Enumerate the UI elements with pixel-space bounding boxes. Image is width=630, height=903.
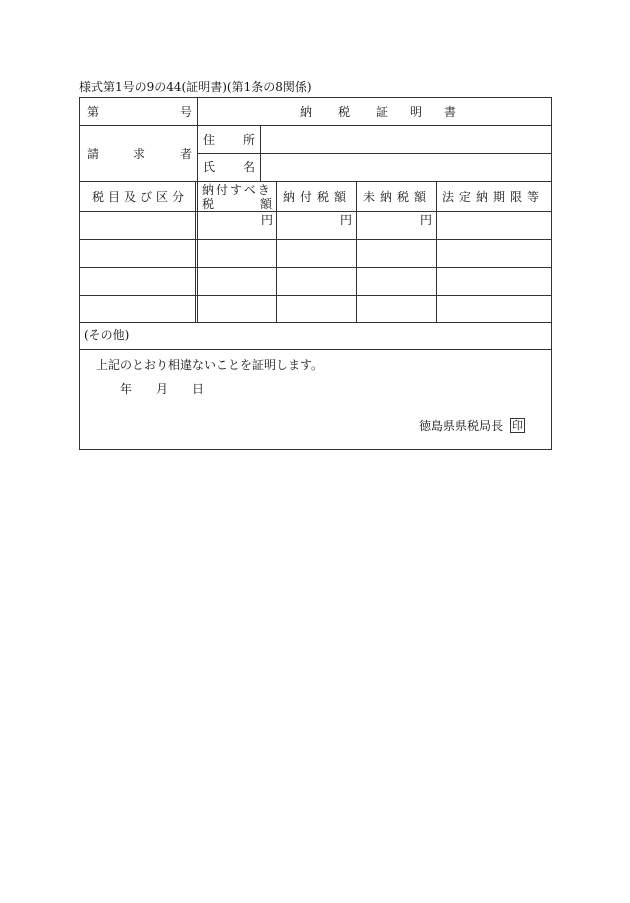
col-header-unpaid-amount: 未納税額: [363, 190, 432, 204]
rule-row3-bottom: [80, 295, 551, 296]
signer-title: 徳島県県税局長: [419, 419, 504, 433]
yen-paid: 円: [340, 213, 353, 227]
title-char-2: 税: [338, 105, 351, 119]
yen-payable: 円: [261, 213, 274, 227]
number-suffix: 号: [180, 105, 193, 119]
date-month: 月: [156, 382, 169, 396]
other-label: (その他): [84, 328, 130, 342]
rule-requester-bottom: [80, 181, 551, 182]
title-char-1: 納: [300, 105, 313, 119]
rule-col3-right: [356, 182, 357, 323]
number-prefix: 第: [87, 105, 100, 119]
date-year: 年: [120, 382, 133, 396]
rule-other-bottom: [80, 349, 551, 350]
rule-row2-bottom: [80, 267, 551, 268]
address-label-char-1: 住: [203, 133, 216, 147]
name-label-char-1: 氏: [203, 160, 216, 174]
requester-char-3: 者: [180, 147, 193, 161]
col-header-payable-char-2: 額: [260, 197, 273, 211]
date-day: 日: [192, 382, 205, 396]
rule-col1-right-b: [197, 182, 198, 323]
yen-unpaid: 円: [420, 213, 433, 227]
address-label-char-2: 所: [243, 133, 256, 147]
col-header-paid-amount: 納付税額: [283, 190, 352, 204]
title-char-4: 明: [410, 105, 423, 119]
certify-text: 上記のとおり相違ないことを証明します。: [96, 358, 324, 372]
rule-table-header-bottom: [80, 211, 551, 212]
rule-col4-right: [436, 182, 437, 323]
rule-header-bottom: [80, 125, 551, 126]
col-header-payable-line1: 納付すべき: [202, 183, 272, 197]
title-char-3: 証: [376, 105, 389, 119]
rule-header-divider: [197, 98, 198, 182]
name-label-char-2: 名: [243, 160, 256, 174]
requester-char-2: 求: [133, 147, 146, 161]
rule-address-bottom: [197, 153, 551, 154]
form-caption: 様式第1号の9の44(証明書)(第1条の8関係): [79, 80, 312, 94]
col-header-payable-char-1: 税: [202, 197, 215, 211]
rule-requester-label-divider: [260, 126, 261, 182]
rule-row4-bottom: [80, 322, 551, 323]
rule-col2-right: [276, 182, 277, 323]
title-char-5: 書: [444, 105, 457, 119]
seal-mark: 印: [512, 419, 523, 432]
certificate-form: [79, 97, 552, 450]
col-header-tax-item: 税目及び区分: [92, 190, 189, 204]
requester-char-1: 請: [87, 147, 100, 161]
col-header-due-date: 法定納期限等: [442, 190, 545, 204]
rule-col1-right-a: [195, 182, 196, 323]
rule-row1-bottom: [80, 239, 551, 240]
